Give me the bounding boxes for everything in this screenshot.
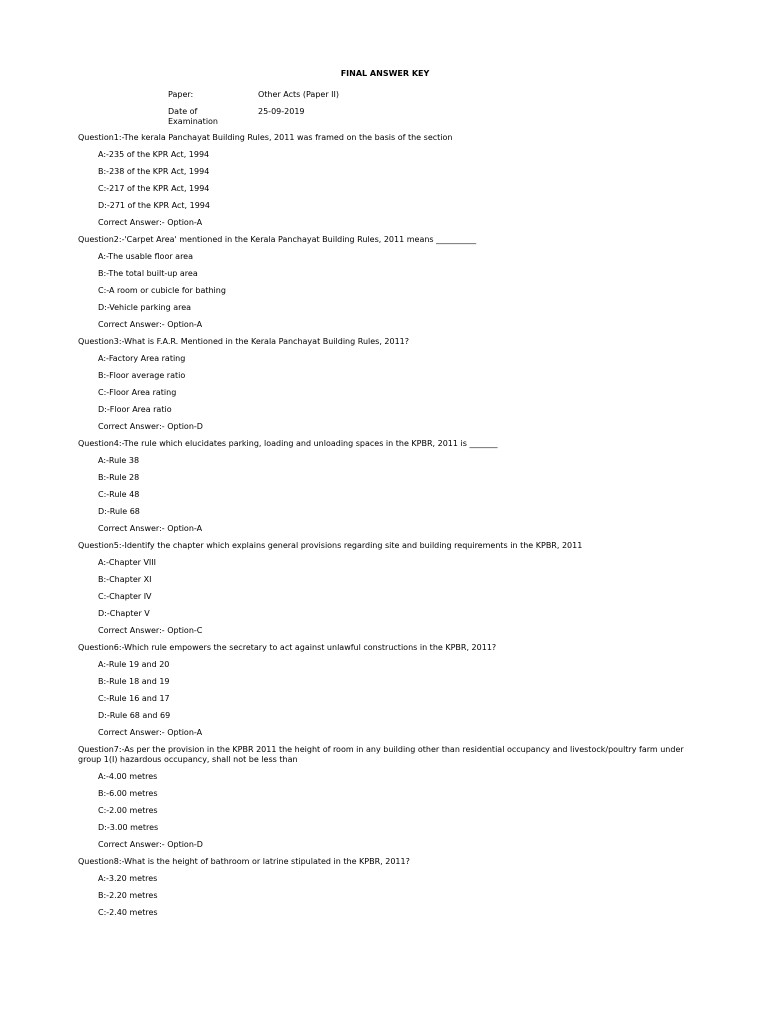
answer-option: D:-271 of the KPR Act, 1994 [98,201,210,210]
answer-option: B:-Rule 18 and 19 [98,677,170,686]
answer-option: B:-238 of the KPR Act, 1994 [98,167,210,176]
answer-option: B:-Floor average ratio [98,371,186,380]
answer-option: C:-Floor Area rating [98,388,177,397]
paper-value: Other Acts (Paper II) [258,90,339,99]
question-text: Question4:-The rule which elucidates parking, loading and unloading spaces in the KPBR, 2011 is _______ [78,439,498,448]
date-label: Date of Examination [168,107,219,126]
correct-answer: Correct Answer:- Option-D [98,840,203,849]
answer-option: D:-3.00 metres [98,823,159,832]
date-value: 25-09-2019 [258,107,305,116]
question-block [78,541,698,636]
question-block [78,439,698,534]
answer-option: B:-6.00 metres [98,789,158,798]
answer-option: A:-235 of the KPR Act, 1994 [98,150,210,159]
answer-option: A:-Factory Area rating [98,354,186,363]
answer-option: C:-2.00 metres [98,806,158,815]
answer-option: A:-3.20 metres [98,874,158,883]
answer-option: D:-Chapter V [98,609,150,618]
question-text: Question8:-What is the height of bathroom or latrine stipulated in the KPBR, 2011? [78,857,410,866]
answer-option: C:-Chapter IV [98,592,152,601]
answer-option: A:-4.00 metres [98,772,158,781]
correct-answer: Correct Answer:- Option-A [98,218,203,227]
correct-answer: Correct Answer:- Option-A [98,524,203,533]
document-title: FINAL ANSWER KEY [340,69,430,78]
paper-label: Paper: [168,90,194,99]
answer-option: A:-Rule 19 and 20 [98,660,170,669]
correct-answer: Correct Answer:- Option-C [98,626,203,635]
answer-option: C:-217 of the KPR Act, 1994 [98,184,210,193]
question-text: Question5:-Identify the chapter which explains general provisions regarding site and building requirements in the KPBR, 2011 [78,541,583,550]
question-text: Question3:-What is F.A.R. Mentioned in the Kerala Panchayat Building Rules, 2011? [78,337,410,346]
answer-option: B:-2.20 metres [98,891,158,900]
answer-option: B:-Chapter XI [98,575,152,584]
answer-option: C:-Rule 48 [98,490,140,499]
answer-option: D:-Vehicle parking area [98,303,192,312]
answer-option: A:-The usable floor area [98,252,194,261]
question-block [78,857,698,918]
answer-option: B:-The total built-up area [98,269,198,278]
answer-option: C:-Rule 16 and 17 [98,694,170,703]
answer-option: C:-2.40 metres [98,908,158,917]
answer-option: B:-Rule 28 [98,473,140,482]
correct-answer: Correct Answer:- Option-D [98,422,203,431]
answer-option: D:-Rule 68 and 69 [98,711,171,720]
question-block [78,337,698,432]
question-block [78,643,698,738]
question-block [78,133,698,228]
question-text: Question7:-As per the provision in the KPBR 2011 the height of room in any building other than residential occupancy and livestock/poultry farm under group 1(I) hazardous occupancy, shall not be less than [78,745,684,764]
question-block [78,745,698,850]
correct-answer: Correct Answer:- Option-A [98,320,203,329]
answer-option: A:-Chapter VIII [98,558,156,567]
correct-answer: Correct Answer:- Option-A [98,728,203,737]
answer-option: A:-Rule 38 [98,456,140,465]
question-text: Question6:-Which rule empowers the secretary to act against unlawful constructions in the KPBR, 2011? [78,643,497,652]
question-block [78,235,698,330]
answer-option: D:-Rule 68 [98,507,140,516]
question-text: Question1:-The kerala Panchayat Building Rules, 2011 was framed on the basis of the section [78,133,453,142]
questions-list [78,133,698,925]
question-text: Question2:-'Carpet Area' mentioned in the Kerala Panchayat Building Rules, 2011 means __________ [78,235,477,244]
answer-option: D:-Floor Area ratio [98,405,172,414]
answer-option: C:-A room or cubicle for bathing [98,286,226,295]
